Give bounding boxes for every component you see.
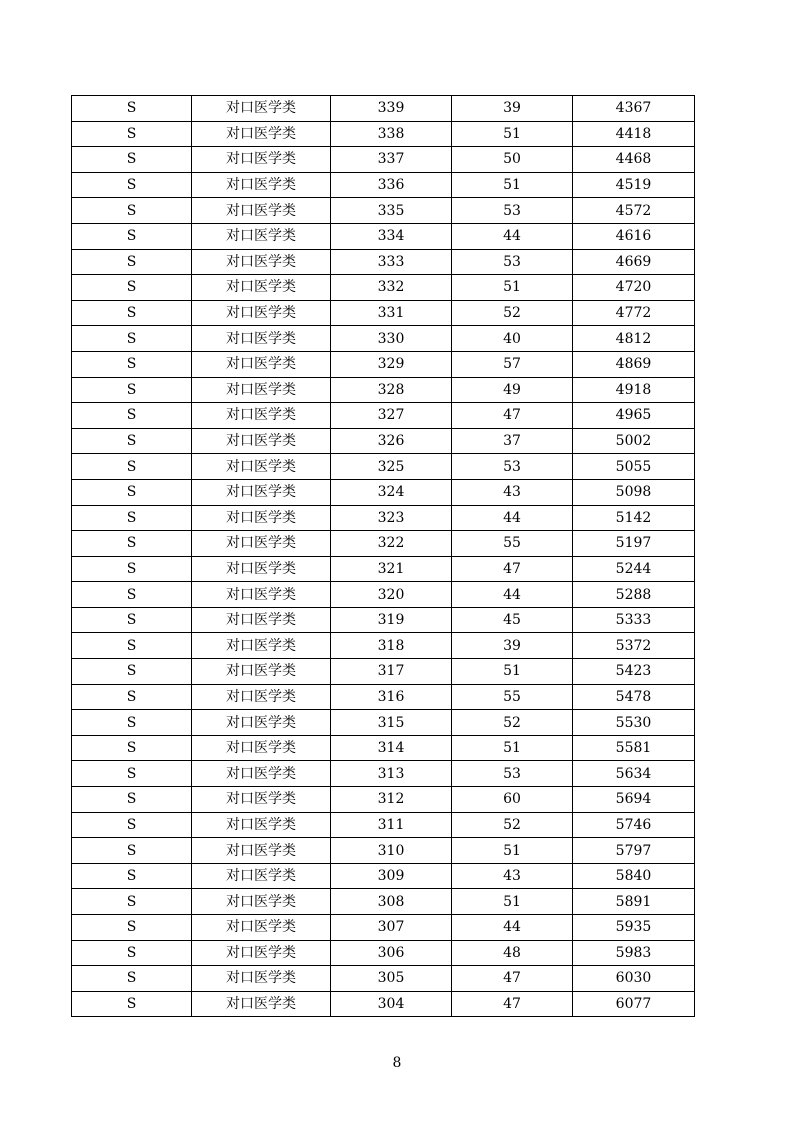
score-cell: 311: [331, 812, 452, 838]
count-cell: 55: [452, 684, 573, 710]
category-cell: 对口医学类: [192, 96, 331, 122]
table-row: [72, 454, 695, 480]
category-cell: 对口医学类: [192, 991, 331, 1017]
category-cell: 对口医学类: [192, 403, 331, 429]
cumulative-cell: 4812: [573, 326, 695, 352]
category-cell: 对口医学类: [192, 249, 331, 275]
table-row: [72, 966, 695, 992]
subject-cell: S: [72, 96, 192, 122]
count-cell: 55: [452, 531, 573, 557]
count-cell: 51: [452, 172, 573, 198]
count-cell: 53: [452, 454, 573, 480]
count-cell: 47: [452, 403, 573, 429]
table-row: [72, 556, 695, 582]
score-cell: 336: [331, 172, 452, 198]
count-cell: 51: [452, 889, 573, 915]
table-row: [72, 582, 695, 608]
score-cell: 328: [331, 377, 452, 403]
score-cell: 305: [331, 966, 452, 992]
subject-cell: S: [72, 659, 192, 685]
cumulative-cell: 5478: [573, 684, 695, 710]
subject-cell: S: [72, 940, 192, 966]
score-cell: 323: [331, 505, 452, 531]
score-cell: 334: [331, 223, 452, 249]
subject-cell: S: [72, 787, 192, 813]
score-cell: 330: [331, 326, 452, 352]
count-cell: 39: [452, 633, 573, 659]
cumulative-cell: 5197: [573, 531, 695, 557]
score-cell: 318: [331, 633, 452, 659]
cumulative-cell: 4418: [573, 121, 695, 147]
category-cell: 对口医学类: [192, 198, 331, 224]
cumulative-cell: 5746: [573, 812, 695, 838]
subject-cell: S: [72, 761, 192, 787]
count-cell: 50: [452, 147, 573, 173]
count-cell: 53: [452, 761, 573, 787]
count-cell: 57: [452, 351, 573, 377]
count-cell: 44: [452, 505, 573, 531]
count-cell: 52: [452, 710, 573, 736]
category-cell: 对口医学类: [192, 607, 331, 633]
category-cell: 对口医学类: [192, 428, 331, 454]
subject-cell: S: [72, 479, 192, 505]
count-cell: 39: [452, 96, 573, 122]
score-cell: 309: [331, 863, 452, 889]
table-row: [72, 863, 695, 889]
score-cell: 321: [331, 556, 452, 582]
score-table-body: [72, 96, 695, 1017]
category-cell: 对口医学类: [192, 275, 331, 301]
subject-cell: S: [72, 582, 192, 608]
cumulative-cell: 5002: [573, 428, 695, 454]
cumulative-cell: 4720: [573, 275, 695, 301]
table-row: [72, 479, 695, 505]
count-cell: 47: [452, 556, 573, 582]
count-cell: 44: [452, 223, 573, 249]
cumulative-cell: 4918: [573, 377, 695, 403]
subject-cell: S: [72, 556, 192, 582]
cumulative-cell: 4616: [573, 223, 695, 249]
cumulative-cell: 4367: [573, 96, 695, 122]
subject-cell: S: [72, 889, 192, 915]
table-row: [72, 915, 695, 941]
count-cell: 51: [452, 735, 573, 761]
cumulative-cell: 4468: [573, 147, 695, 173]
category-cell: 对口医学类: [192, 377, 331, 403]
subject-cell: S: [72, 505, 192, 531]
table-row: [72, 761, 695, 787]
subject-cell: S: [72, 633, 192, 659]
category-cell: 对口医学类: [192, 761, 331, 787]
score-cell: 337: [331, 147, 452, 173]
subject-cell: S: [72, 172, 192, 198]
score-cell: 331: [331, 300, 452, 326]
score-cell: 314: [331, 735, 452, 761]
cumulative-cell: 6077: [573, 991, 695, 1017]
score-cell: 327: [331, 403, 452, 429]
cumulative-cell: 5694: [573, 787, 695, 813]
table-row: [72, 403, 695, 429]
table-row: [72, 300, 695, 326]
cumulative-cell: 5055: [573, 454, 695, 480]
cumulative-cell: 5423: [573, 659, 695, 685]
count-cell: 43: [452, 863, 573, 889]
score-cell: 326: [331, 428, 452, 454]
subject-cell: S: [72, 735, 192, 761]
cumulative-cell: 4519: [573, 172, 695, 198]
cumulative-cell: 5797: [573, 838, 695, 864]
count-cell: 44: [452, 582, 573, 608]
count-cell: 47: [452, 991, 573, 1017]
count-cell: 51: [452, 275, 573, 301]
table-row: [72, 940, 695, 966]
score-cell: 310: [331, 838, 452, 864]
subject-cell: S: [72, 710, 192, 736]
category-cell: 对口医学类: [192, 172, 331, 198]
category-cell: 对口医学类: [192, 735, 331, 761]
subject-cell: S: [72, 121, 192, 147]
cumulative-cell: 5581: [573, 735, 695, 761]
category-cell: 对口医学类: [192, 556, 331, 582]
category-cell: 对口医学类: [192, 582, 331, 608]
category-cell: 对口医学类: [192, 812, 331, 838]
count-cell: 52: [452, 300, 573, 326]
table-row: [72, 326, 695, 352]
table-row: [72, 198, 695, 224]
table-row: [72, 812, 695, 838]
subject-cell: S: [72, 377, 192, 403]
subject-cell: S: [72, 428, 192, 454]
table-row: [72, 505, 695, 531]
subject-cell: S: [72, 275, 192, 301]
category-cell: 对口医学类: [192, 863, 331, 889]
table-row: [72, 377, 695, 403]
cumulative-cell: 5098: [573, 479, 695, 505]
subject-cell: S: [72, 915, 192, 941]
subject-cell: S: [72, 991, 192, 1017]
subject-cell: S: [72, 300, 192, 326]
subject-cell: S: [72, 684, 192, 710]
count-cell: 45: [452, 607, 573, 633]
count-cell: 40: [452, 326, 573, 352]
cumulative-cell: 4869: [573, 351, 695, 377]
category-cell: 对口医学类: [192, 684, 331, 710]
table-row: [72, 607, 695, 633]
subject-cell: S: [72, 223, 192, 249]
category-cell: 对口医学类: [192, 147, 331, 173]
count-cell: 53: [452, 198, 573, 224]
cumulative-cell: 5983: [573, 940, 695, 966]
table-row: [72, 889, 695, 915]
table-row: [72, 249, 695, 275]
count-cell: 60: [452, 787, 573, 813]
count-cell: 37: [452, 428, 573, 454]
score-cell: 317: [331, 659, 452, 685]
cumulative-cell: 4572: [573, 198, 695, 224]
score-cell: 312: [331, 787, 452, 813]
score-cell: 329: [331, 351, 452, 377]
category-cell: 对口医学类: [192, 940, 331, 966]
table-row: [72, 838, 695, 864]
score-cell: 308: [331, 889, 452, 915]
score-cell: 332: [331, 275, 452, 301]
score-cell: 313: [331, 761, 452, 787]
cumulative-cell: 4669: [573, 249, 695, 275]
table-row: [72, 172, 695, 198]
cumulative-cell: 5840: [573, 863, 695, 889]
subject-cell: S: [72, 249, 192, 275]
category-cell: 对口医学类: [192, 505, 331, 531]
score-cell: 316: [331, 684, 452, 710]
count-cell: 49: [452, 377, 573, 403]
score-cell: 339: [331, 96, 452, 122]
subject-cell: S: [72, 531, 192, 557]
table-row: [72, 351, 695, 377]
category-cell: 对口医学类: [192, 326, 331, 352]
table-row: [72, 531, 695, 557]
cumulative-cell: 4965: [573, 403, 695, 429]
page-number: 8: [392, 1055, 402, 1071]
score-cell: 325: [331, 454, 452, 480]
score-cell: 322: [331, 531, 452, 557]
category-cell: 对口医学类: [192, 889, 331, 915]
score-cell: 319: [331, 607, 452, 633]
cumulative-cell: 5142: [573, 505, 695, 531]
category-cell: 对口医学类: [192, 479, 331, 505]
category-cell: 对口医学类: [192, 351, 331, 377]
category-cell: 对口医学类: [192, 121, 331, 147]
table-row: [72, 787, 695, 813]
score-cell: 307: [331, 915, 452, 941]
category-cell: 对口医学类: [192, 710, 331, 736]
table-row: [72, 223, 695, 249]
category-cell: 对口医学类: [192, 838, 331, 864]
cumulative-cell: 5288: [573, 582, 695, 608]
category-cell: 对口医学类: [192, 915, 331, 941]
subject-cell: S: [72, 326, 192, 352]
cumulative-cell: 5530: [573, 710, 695, 736]
score-table: [71, 95, 695, 1017]
count-cell: 53: [452, 249, 573, 275]
subject-cell: S: [72, 454, 192, 480]
category-cell: 对口医学类: [192, 531, 331, 557]
category-cell: 对口医学类: [192, 659, 331, 685]
subject-cell: S: [72, 147, 192, 173]
cumulative-cell: 4772: [573, 300, 695, 326]
cumulative-cell: 5372: [573, 633, 695, 659]
table-row: [72, 659, 695, 685]
subject-cell: S: [72, 838, 192, 864]
category-cell: 对口医学类: [192, 300, 331, 326]
table-row: [72, 275, 695, 301]
score-cell: 306: [331, 940, 452, 966]
category-cell: 对口医学类: [192, 223, 331, 249]
count-cell: 43: [452, 479, 573, 505]
count-cell: 52: [452, 812, 573, 838]
count-cell: 51: [452, 659, 573, 685]
subject-cell: S: [72, 966, 192, 992]
score-cell: 315: [331, 710, 452, 736]
table-row: [72, 633, 695, 659]
score-cell: 333: [331, 249, 452, 275]
category-cell: 对口医学类: [192, 787, 331, 813]
subject-cell: S: [72, 403, 192, 429]
score-cell: 304: [331, 991, 452, 1017]
count-cell: 47: [452, 966, 573, 992]
cumulative-cell: 5634: [573, 761, 695, 787]
category-cell: 对口医学类: [192, 633, 331, 659]
subject-cell: S: [72, 198, 192, 224]
count-cell: 44: [452, 915, 573, 941]
count-cell: 48: [452, 940, 573, 966]
score-cell: 324: [331, 479, 452, 505]
subject-cell: S: [72, 863, 192, 889]
cumulative-cell: 5333: [573, 607, 695, 633]
subject-cell: S: [72, 351, 192, 377]
score-cell: 335: [331, 198, 452, 224]
subject-cell: S: [72, 607, 192, 633]
cumulative-cell: 5891: [573, 889, 695, 915]
count-cell: 51: [452, 838, 573, 864]
table-row: [72, 428, 695, 454]
table-row: [72, 684, 695, 710]
score-cell: 338: [331, 121, 452, 147]
table-row: [72, 121, 695, 147]
cumulative-cell: 5935: [573, 915, 695, 941]
score-cell: 320: [331, 582, 452, 608]
table-row: [72, 991, 695, 1017]
table-row: [72, 735, 695, 761]
count-cell: 51: [452, 121, 573, 147]
category-cell: 对口医学类: [192, 454, 331, 480]
cumulative-cell: 5244: [573, 556, 695, 582]
cumulative-cell: 6030: [573, 966, 695, 992]
category-cell: 对口医学类: [192, 966, 331, 992]
table-row: [72, 96, 695, 122]
table-row: [72, 710, 695, 736]
subject-cell: S: [72, 812, 192, 838]
table-row: [72, 147, 695, 173]
